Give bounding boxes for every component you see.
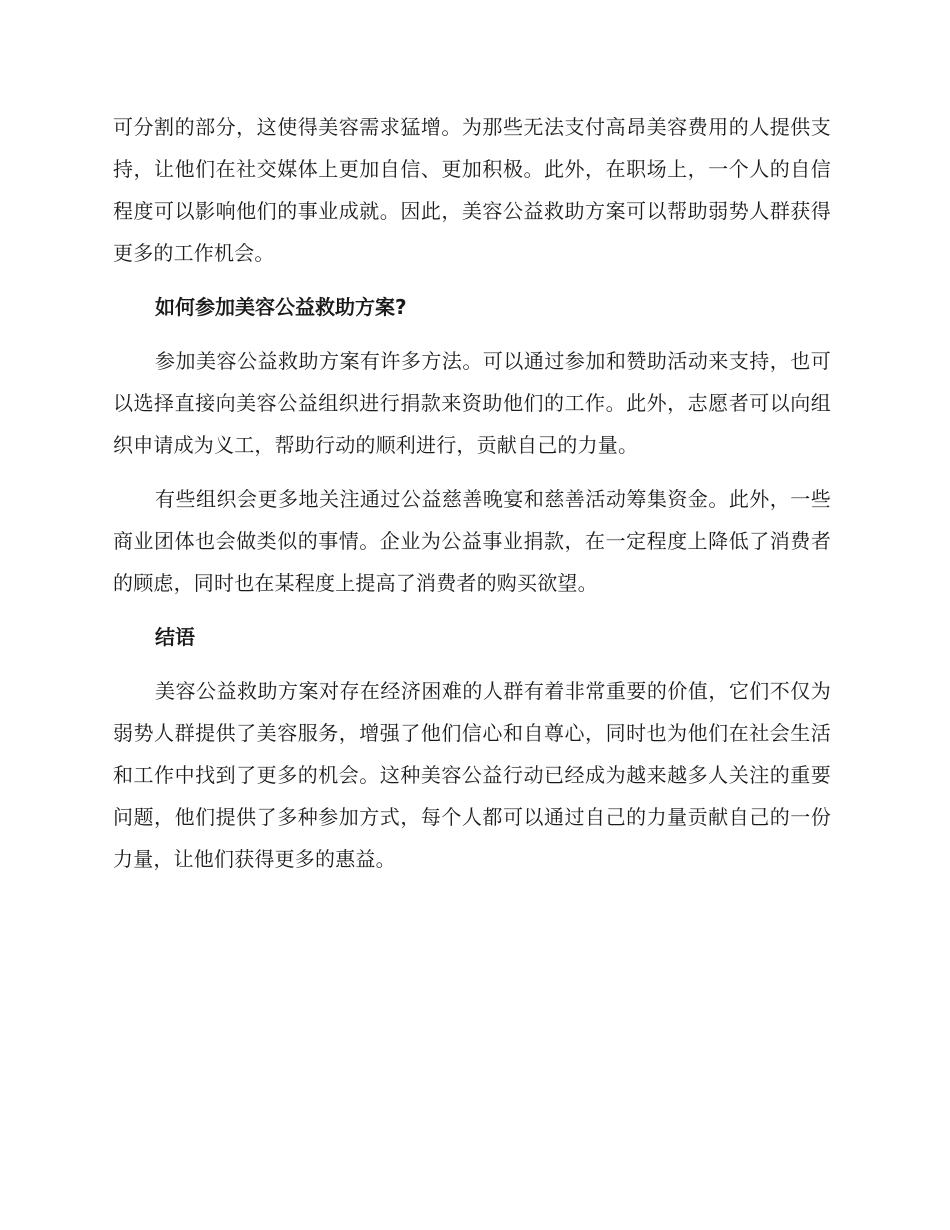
paragraph-ways-to-participate: 参加美容公益救助方案有许多方法。可以通过参加和赞助活动来支持，也可以选择直接向美容公益组织进行捐款来资助他们的工作。此外，志愿者可以向组织申请成为义工，帮助行动的顺利进行，贡献自己的力量。 — [113, 349, 831, 457]
section-heading-conclusion: 结语 — [155, 625, 195, 649]
document-page — [113, 106, 831, 880]
paragraph-fundraising: 有些组织会更多地关注通过公益慈善晚宴和慈善活动筹集资金。此外，一些商业团体也会做类似的事情。企业为公益事业捐款，在一定程度上降低了消费者的顾虑，同时也在某程度上提高了消费者的购买欲望。 — [113, 487, 831, 595]
paragraph-continuation: 可分割的部分，这使得美容需求猛增。为那些无法支付高昂美容费用的人提供支持，让他们在社交媒体上更加自信、更加积极。此外，在职场上，一个人的自信程度可以影响他们的事业成就。因此，美容公益救助方案可以帮助弱势人群获得更多的工作机会。 — [113, 115, 831, 265]
paragraph-conclusion: 美容公益救助方案对存在经济困难的人群有着非常重要的价值，它们不仅为弱势人群提供了美容服务，增强了他们信心和自尊心，同时也为他们在社会生活和工作中找到了更多的机会。这种美容公益行动已经成为越来越多人关注的重要问题，他们提供了多种参加方式，每个人都可以通过自己的力量贡献自己的一份力量，让他们获得更多的惠益。 — [113, 679, 831, 871]
section-heading-how-to-join: 如何参加美容公益救助方案? — [155, 295, 407, 319]
